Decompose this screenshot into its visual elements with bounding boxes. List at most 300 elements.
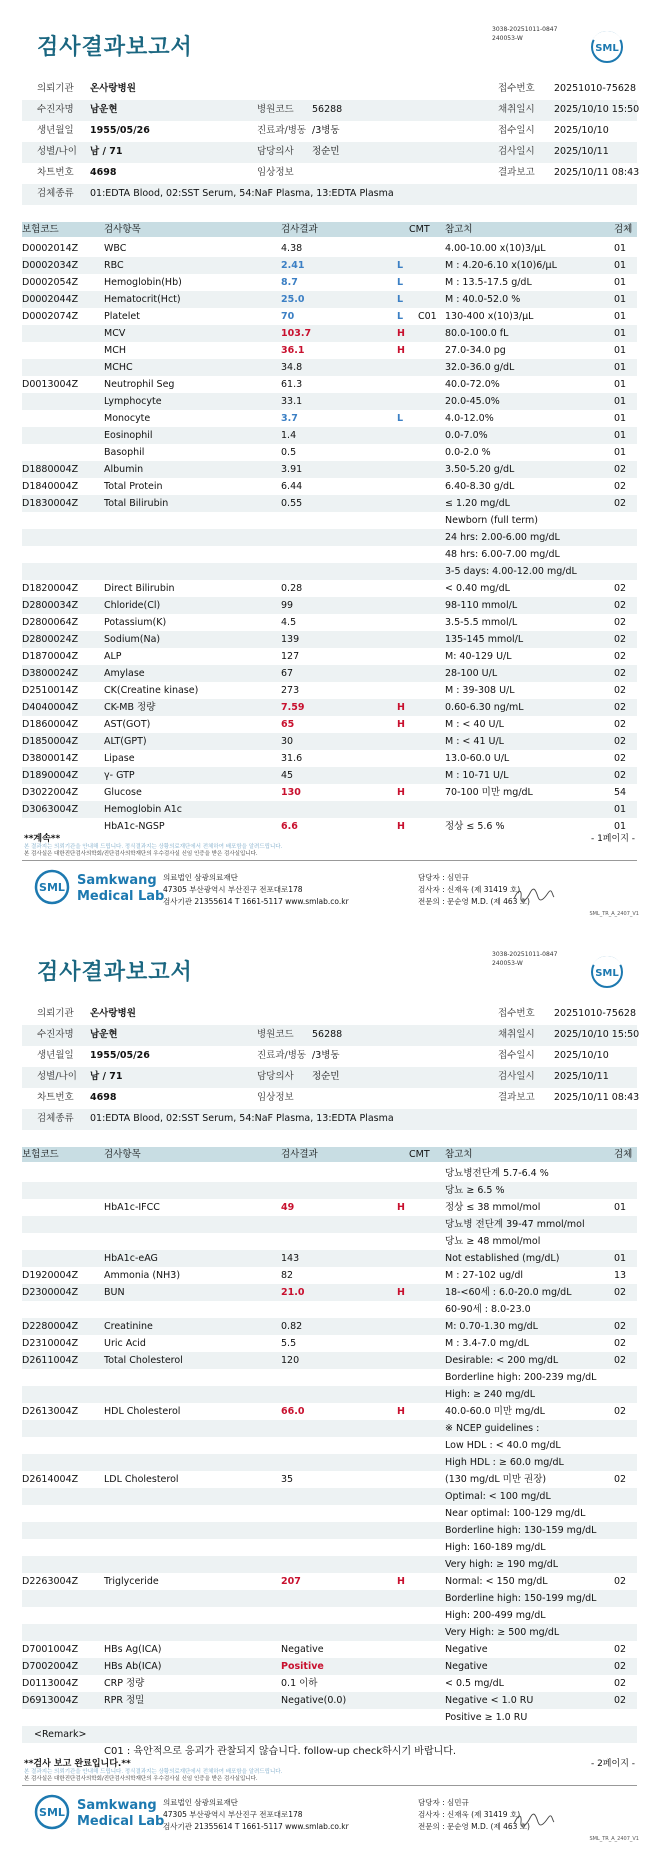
reference-range: High HDL : ≥ 60.0 mg/dL	[445, 1457, 564, 1468]
brand-line-1: Samkwang	[77, 873, 157, 888]
specimen-code: 02	[614, 719, 627, 730]
table-row	[22, 1182, 637, 1199]
footer-address	[163, 1797, 349, 1833]
table-row	[22, 461, 637, 478]
specimen-code: 02	[614, 617, 627, 628]
test-name: MCV	[104, 328, 126, 339]
info-label: 진료과/병동	[257, 1050, 307, 1061]
test-result: 33.1	[281, 396, 303, 407]
table-row	[22, 1488, 637, 1505]
result-flag: H	[397, 821, 405, 832]
reference-range: 27.0-34.0 pg	[445, 345, 506, 356]
table-row	[22, 325, 637, 342]
test-code: D2300004Z	[22, 1287, 79, 1298]
info-value: 온사랑병원	[90, 1008, 136, 1019]
info-label: 성별/나이	[37, 1071, 77, 1082]
test-result: 0.5	[281, 447, 297, 458]
reference-range: Optimal: < 100 mg/dL	[445, 1491, 551, 1502]
reference-range: Not established (mg/dL)	[445, 1253, 560, 1264]
table-row	[22, 733, 637, 750]
table-row	[22, 1624, 637, 1641]
table-row	[22, 1573, 637, 1590]
test-result: 139	[281, 634, 300, 645]
test-code: D1830004Z	[22, 498, 79, 509]
info-value: 2025/10/11	[554, 1071, 609, 1082]
table-row	[22, 1250, 637, 1267]
info-value: 1955/05/26	[90, 1050, 150, 1061]
result-flag: L	[397, 294, 404, 305]
test-result: 6.44	[281, 481, 303, 492]
result-flag: H	[397, 787, 405, 798]
table-row	[22, 648, 637, 665]
test-result: 0.55	[281, 498, 303, 509]
test-result: 4.38	[281, 243, 303, 254]
address-line: 47305 부산광역시 부산진구 전포대로178	[163, 1810, 303, 1819]
info-label: 병원코드	[257, 1029, 294, 1040]
reference-range: M : 27-102 ug/dl	[445, 1270, 524, 1281]
info-label: 생년월일	[37, 125, 74, 136]
specimen-code: 02	[614, 1678, 627, 1689]
test-result: 127	[281, 651, 300, 662]
specimen-label: 검체종류	[37, 1113, 74, 1124]
test-result: 3.7	[281, 413, 298, 424]
test-name: Ammonia (NH3)	[104, 1270, 181, 1281]
svg-text:SML: SML	[39, 881, 65, 894]
info-label: 검사일시	[498, 1071, 535, 1082]
test-code: D1860004Z	[22, 719, 79, 730]
test-code: D3800014Z	[22, 753, 79, 764]
info-value: 2025/10/10	[554, 125, 609, 136]
table-row	[22, 699, 637, 716]
test-code: D2800064Z	[22, 617, 79, 628]
info-value: 남운현	[90, 104, 118, 115]
specimen-code: 02	[614, 736, 627, 747]
table-row	[22, 1505, 637, 1522]
info-label: 차트번호	[37, 167, 74, 178]
specimen-code: 02	[614, 651, 627, 662]
specimen-code: 01	[614, 413, 627, 424]
specimen-code: 01	[614, 804, 627, 815]
test-code: D3063004Z	[22, 804, 79, 815]
specimen-code: 02	[614, 1661, 627, 1672]
header-ref: 참고치	[445, 224, 473, 235]
info-label: 차트번호	[37, 1092, 74, 1103]
info-value: 2025/10/10	[554, 1050, 609, 1061]
reference-range: 6.40-8.30 g/dL	[445, 481, 515, 492]
info-label: 수진자명	[37, 1029, 74, 1040]
test-result: 1.4	[281, 430, 297, 441]
info-label: 결과보고	[498, 167, 535, 178]
reference-range: 98-110 mmol/L	[445, 600, 518, 611]
result-flag: L	[397, 260, 404, 271]
info-value: 남 / 71	[90, 146, 123, 157]
test-name: ALP	[104, 651, 122, 662]
test-result: 65	[281, 719, 295, 730]
specimen-code: 01	[614, 821, 627, 832]
test-name: Glucose	[104, 787, 142, 798]
table-row	[22, 767, 637, 784]
test-name: MCH	[104, 345, 126, 356]
table-row	[22, 240, 637, 257]
info-label: 성별/나이	[37, 146, 77, 157]
test-name: Neutrophil Seg	[104, 379, 175, 390]
reference-range: 24 hrs: 2.00-6.00 mg/dL	[445, 532, 560, 543]
table-row	[22, 1420, 637, 1437]
info-value: 4698	[90, 167, 117, 178]
results-table-header	[22, 222, 637, 237]
table-row	[22, 614, 637, 631]
table-row	[22, 427, 637, 444]
info-row	[22, 142, 637, 163]
test-result: 2.41	[281, 260, 305, 271]
info-value: 남운현	[90, 1029, 118, 1040]
info-label: 채취일시	[498, 1029, 535, 1040]
reference-range: 3.5-5.5 mmol/L	[445, 617, 518, 628]
info-row	[22, 1025, 640, 1046]
reference-range: 48 hrs: 6.00-7.00 mg/dL	[445, 549, 560, 560]
signatory-line: 담당자 : 심민규	[418, 1798, 469, 1807]
specimen-code: 01	[614, 447, 627, 458]
reference-range: M : 13.5-17.5 g/dL	[445, 277, 532, 288]
reference-range: Negative	[445, 1644, 488, 1655]
handwritten-signature	[512, 885, 556, 905]
handwritten-signature	[512, 1810, 556, 1830]
test-name: CRP 정량	[104, 1678, 145, 1689]
info-label: 의뢰기관	[37, 83, 74, 94]
reference-range: Negative	[445, 1661, 488, 1672]
result-flag: H	[397, 702, 405, 713]
test-result: 66.0	[281, 1406, 305, 1417]
reference-range: 4.00-10.00 x(10)3/μL	[445, 243, 546, 254]
reference-range: Low HDL : < 40.0 mg/dL	[445, 1440, 561, 1451]
comment-code: C01	[418, 311, 437, 322]
table-row	[22, 1692, 637, 1709]
table-row	[22, 750, 637, 767]
specimen-code: 54	[614, 787, 627, 798]
specimen-code: 13	[614, 1270, 627, 1281]
reference-range: High: 200-499 mg/dL	[445, 1610, 546, 1621]
test-name: Albumin	[104, 464, 144, 475]
info-value: 정순민	[312, 146, 340, 157]
brand-line-2: Medical Lab	[77, 889, 165, 904]
test-name: WBC	[104, 243, 127, 254]
test-code: D2280004Z	[22, 1321, 79, 1332]
test-code: D2263004Z	[22, 1576, 79, 1587]
svg-text:SML: SML	[595, 968, 619, 979]
remark-text-row	[22, 1743, 637, 1760]
footer-note-1: 본 결과지는 의뢰기관을 안내해 드립니다. 정식결과지는 상황의료재단에서 전체하여 배포함을 알려드립니다.	[24, 1769, 283, 1775]
specimen-code: 02	[614, 668, 627, 679]
specimen-code: 01	[614, 277, 627, 288]
reference-range: M : 39-308 U/L	[445, 685, 515, 696]
test-result: 143	[281, 1253, 300, 1264]
info-row	[22, 1109, 637, 1130]
reference-range: M : < 41 U/L	[445, 736, 504, 747]
specimen-code: 02	[614, 1695, 627, 1706]
reference-range: 80.0-100.0 fL	[445, 328, 509, 339]
specimen-code: 02	[614, 1644, 627, 1655]
test-result: 99	[281, 600, 294, 611]
info-value: 2025/10/11 08:43	[554, 167, 640, 178]
header-result: 검사결과	[281, 224, 318, 235]
specimen-code: 02	[614, 702, 627, 713]
reference-range: 130-400 x(10)3/μL	[445, 311, 534, 322]
sml-logo-icon	[590, 955, 624, 989]
specimen-code: 01	[614, 1202, 627, 1213]
signatory-line: 검사자 : 신재욱 (제 31419 호)	[418, 1810, 521, 1819]
specimen-code: 02	[614, 685, 627, 696]
table-row	[22, 1539, 637, 1556]
test-code: D1880004Z	[22, 464, 79, 475]
results-table-page-2	[22, 1165, 637, 1760]
reference-range: Desirable: < 200 mg/dL	[445, 1355, 559, 1366]
info-label: 생년월일	[37, 1050, 74, 1061]
reference-range: (130 mg/dL 미만 권장)	[445, 1474, 547, 1485]
info-label: 접수번호	[498, 83, 535, 94]
info-value: 남 / 71	[90, 1071, 123, 1082]
table-row	[22, 1658, 637, 1675]
footer-divider	[22, 1785, 637, 1786]
info-row	[22, 1067, 637, 1088]
table-row	[22, 1369, 637, 1386]
test-name: HBs Ag(ICA)	[104, 1644, 162, 1655]
test-name: CK(Creatine kinase)	[104, 685, 199, 696]
table-row	[22, 1233, 637, 1250]
info-label: 임상정보	[257, 167, 294, 178]
info-row	[22, 184, 637, 205]
reference-range: M: 40-129 U/L	[445, 651, 512, 662]
table-row	[22, 1301, 637, 1318]
test-code: D2800024Z	[22, 634, 79, 645]
test-name: Lymphocyte	[104, 396, 162, 407]
info-label: 접수일시	[498, 125, 535, 136]
table-row	[22, 716, 637, 733]
remark-text: C01 : 육안적으로 응괴가 관찰되지 않습니다. follow-up check하시기 바랍니다.	[104, 1746, 457, 1757]
table-row	[22, 393, 637, 410]
test-code: D1820004Z	[22, 583, 79, 594]
specimen-code: 02	[614, 1321, 627, 1332]
test-code: D1890004Z	[22, 770, 79, 781]
specimen-code: 02	[614, 770, 627, 781]
table-row	[22, 597, 637, 614]
table-row	[22, 410, 637, 427]
test-code: D0002034Z	[22, 260, 79, 271]
test-result: 35	[281, 1474, 294, 1485]
test-name: BUN	[104, 1287, 125, 1298]
reference-range: 당뇨 ≥ 48 mmol/mol	[445, 1236, 541, 1247]
result-flag: H	[397, 345, 405, 356]
test-name: Creatinine	[104, 1321, 153, 1332]
reference-range: M : < 40 U/L	[445, 719, 504, 730]
reference-range: High: ≥ 240 mg/dL	[445, 1389, 535, 1400]
info-label: 담당의사	[257, 146, 294, 157]
document-id-line-1: 3038-20251011-0847	[492, 26, 558, 33]
specimen-code: 02	[614, 753, 627, 764]
test-name: LDL Cholesterol	[104, 1474, 179, 1485]
document-id-line-1: 3038-20251011-0847	[492, 951, 558, 958]
footer-note-2: 본 검사실은 대한진단검사의학회/진단검사의학재단의 우수검사실 신임 인증을 받은 검사실입니다.	[24, 851, 258, 857]
test-name: Triglyceride	[104, 1576, 159, 1587]
test-result: 82	[281, 1270, 294, 1281]
reference-range: M : 40.0-52.0 %	[445, 294, 521, 305]
reference-range: 40.0-60.0 미만 mg/dL	[445, 1406, 545, 1417]
reference-range: 0.60-6.30 ng/mL	[445, 702, 524, 713]
report-title: 검사결과보고서	[37, 960, 193, 985]
table-row	[22, 512, 637, 529]
test-name: Eosinophil	[104, 430, 153, 441]
specimen-value: 01:EDTA Blood, 02:SST Serum, 54:NaF Plasma, 13:EDTA Plasma	[90, 188, 394, 199]
table-row	[22, 274, 637, 291]
test-result: 31.6	[281, 753, 303, 764]
reference-range: M: 0.70-1.30 mg/dL	[445, 1321, 538, 1332]
test-result: 120	[281, 1355, 300, 1366]
specimen-value: 01:EDTA Blood, 02:SST Serum, 54:NaF Plasma, 13:EDTA Plasma	[90, 1113, 394, 1124]
test-result: 7.59	[281, 702, 305, 713]
info-value: /3병동	[312, 125, 340, 136]
info-value: 정순민	[312, 1071, 340, 1082]
reference-range: 60-90세 : 8.0-23.0	[445, 1304, 531, 1315]
info-value: 56288	[312, 1029, 343, 1040]
reference-range: High: 160-189 mg/dL	[445, 1542, 546, 1553]
test-result: 61.3	[281, 379, 303, 390]
table-row	[22, 444, 637, 461]
test-result: 21.0	[281, 1287, 305, 1298]
reference-range: Positive ≥ 1.0 RU	[445, 1712, 528, 1723]
result-flag: H	[397, 1576, 405, 1587]
specimen-code: 01	[614, 1253, 627, 1264]
table-row	[22, 257, 637, 274]
test-name: HbA1c-NGSP	[104, 821, 165, 832]
svg-text:SML: SML	[39, 1806, 65, 1819]
header-result: 검사결과	[281, 1149, 318, 1160]
specimen-code: 02	[614, 634, 627, 645]
table-row	[22, 818, 637, 835]
test-name: Amylase	[104, 668, 145, 679]
test-name: HbA1c-eAG	[104, 1253, 158, 1264]
test-code: D7001004Z	[22, 1644, 79, 1655]
document-id-line-2: 240053-W	[492, 960, 523, 967]
specimen-code: 02	[614, 600, 627, 611]
test-code: D3022004Z	[22, 787, 79, 798]
test-name: Potassium(K)	[104, 617, 167, 628]
test-code: D7002004Z	[22, 1661, 79, 1672]
header-ref: 참고치	[445, 1149, 473, 1160]
test-result: 0.28	[281, 583, 303, 594]
test-result: Negative	[281, 1644, 324, 1655]
table-row	[22, 546, 637, 563]
page-number: - 2페이지 -	[590, 1759, 635, 1769]
test-name: Direct Bilirubin	[104, 583, 175, 594]
reference-range: 135-145 mmol/L	[445, 634, 524, 645]
table-row	[22, 1284, 637, 1301]
table-row	[22, 1607, 637, 1624]
reference-range: M : 4.20-6.10 x(10)6/μL	[445, 260, 557, 271]
test-name: ALT(GPT)	[104, 736, 147, 747]
signatory-line: 검사자 : 신재욱 (제 31419 호)	[418, 885, 521, 894]
table-row	[22, 563, 637, 580]
info-value: 4698	[90, 1092, 117, 1103]
test-result: 70	[281, 311, 295, 322]
remark-label: <Remark>	[34, 1729, 87, 1740]
table-row	[22, 376, 637, 393]
table-row	[22, 1318, 637, 1335]
table-row	[22, 1675, 637, 1692]
signatory-line: 담당자 : 심민규	[418, 873, 469, 882]
test-result: 5.5	[281, 1338, 297, 1349]
specimen-code: 01	[614, 396, 627, 407]
specimen-code: 02	[614, 1406, 627, 1417]
reference-range: 3-5 days: 4.00-12.00 mg/dL	[445, 566, 577, 577]
patient-info-block	[22, 1004, 640, 1130]
result-flag: H	[397, 1287, 405, 1298]
test-code: D2800034Z	[22, 600, 79, 611]
table-row	[22, 495, 637, 512]
test-code: D0013004Z	[22, 379, 79, 390]
test-name: Basophil	[104, 447, 145, 458]
reference-range: 당뇨 ≥ 6.5 %	[445, 1185, 505, 1196]
result-flag: H	[397, 1406, 405, 1417]
table-row	[22, 1556, 637, 1573]
table-row	[22, 1403, 637, 1420]
test-code: D0002074Z	[22, 311, 79, 322]
signatory-line: 전문의 : 문순영 M.D. (제 463 호)	[418, 1822, 530, 1831]
address-line: 의료법인 삼광의료재단	[163, 873, 238, 882]
table-row	[22, 291, 637, 308]
reference-range: 18-<60세 : 6.0-20.0 mg/dL	[445, 1287, 572, 1298]
specimen-label: 검체종류	[37, 188, 74, 199]
header-specimen: 검체	[614, 224, 633, 235]
document-id	[492, 950, 557, 968]
info-label: 병원코드	[257, 104, 294, 115]
test-result: 8.7	[281, 277, 298, 288]
results-table-header	[22, 1147, 637, 1162]
test-result: 6.6	[281, 821, 298, 832]
table-row	[22, 1267, 637, 1284]
test-result: 36.1	[281, 345, 305, 356]
info-label: 접수일시	[498, 1050, 535, 1061]
info-value: /3병동	[312, 1050, 340, 1061]
info-label: 채취일시	[498, 104, 535, 115]
test-code: D6913004Z	[22, 1695, 79, 1706]
reference-range: Borderline high: 130-159 mg/dL	[445, 1525, 597, 1536]
address-line: 검사기관 21355614 T 1661-5117 www.smlab.co.kr	[163, 897, 349, 906]
test-code: D0002054Z	[22, 277, 79, 288]
test-code: D0002044Z	[22, 294, 79, 305]
page-number: - 1페이지 -	[590, 834, 635, 844]
document-id-line-2: 240053-W	[492, 35, 523, 42]
specimen-code: 02	[614, 1576, 627, 1587]
specimen-code: 01	[614, 328, 627, 339]
test-name: HDL Cholesterol	[104, 1406, 181, 1417]
address-line: 의료법인 삼광의료재단	[163, 1798, 238, 1807]
patient-info-block	[22, 79, 640, 205]
result-flag: H	[397, 719, 405, 730]
info-value: 1955/05/26	[90, 125, 150, 136]
info-label: 접수번호	[498, 1008, 535, 1019]
specimen-code: 01	[614, 294, 627, 305]
info-row	[22, 100, 640, 121]
test-name: Sodium(Na)	[104, 634, 161, 645]
completion-note: **검사 보고 완료입니다.**	[24, 1759, 131, 1769]
reference-range: Negative < 1.0 RU	[445, 1695, 534, 1706]
table-row	[22, 308, 637, 325]
test-name: Hemoglobin(Hb)	[104, 277, 182, 288]
specimen-code: 01	[614, 260, 627, 271]
specimen-code: 02	[614, 1474, 627, 1485]
test-name: Total Protein	[104, 481, 163, 492]
specimen-code: 01	[614, 379, 627, 390]
table-row	[22, 631, 637, 648]
